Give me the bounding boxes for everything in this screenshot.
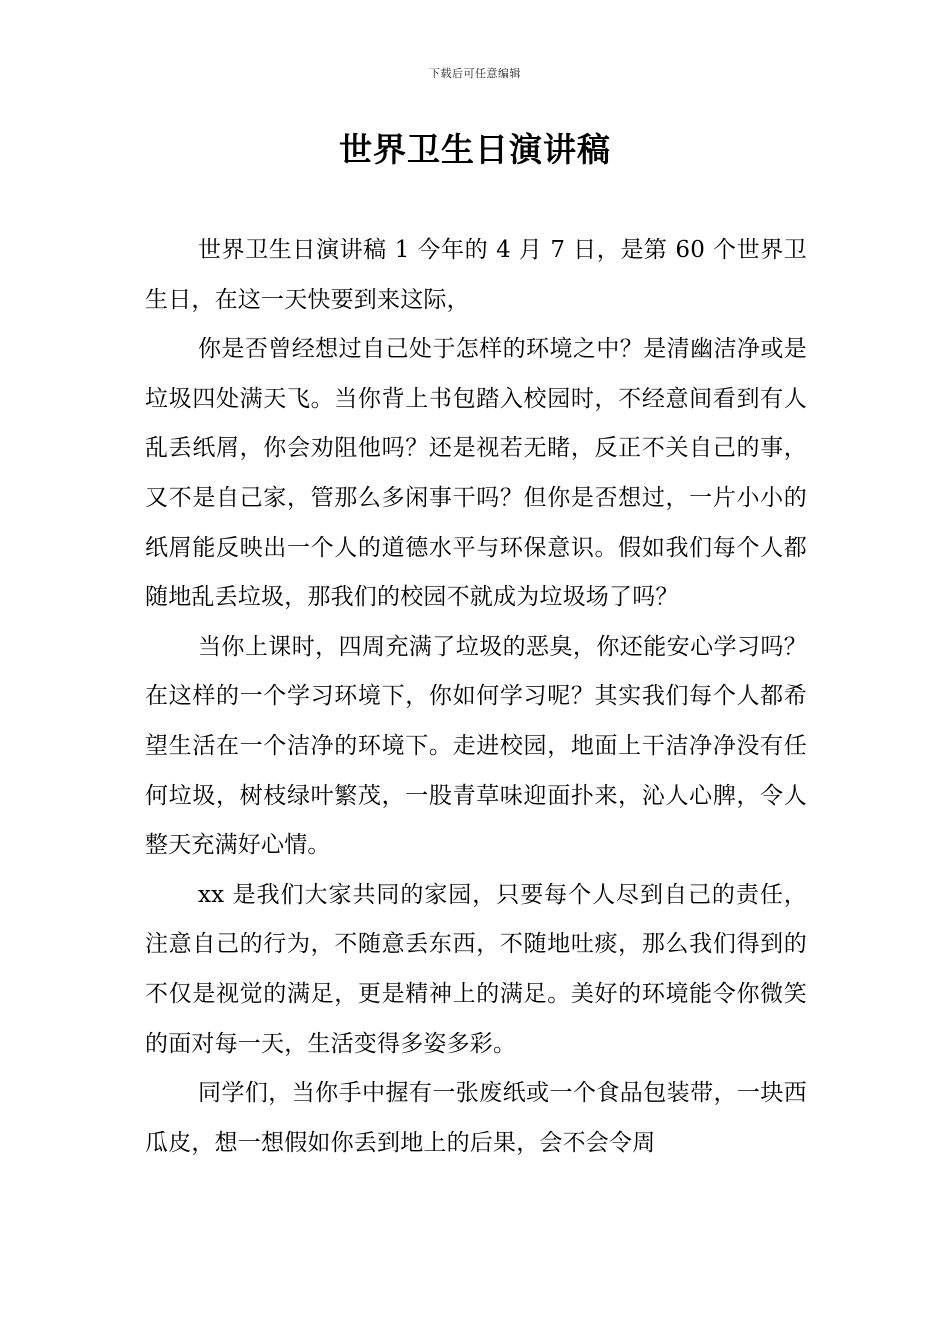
- document-title: 世界卫生日演讲稿: [339, 130, 611, 169]
- paragraph-1: 世界卫生日演讲稿 1 今年的 4 月 7 日，是第 60 个世界卫生日，在这一天快要到来这际，: [145, 237, 807, 313]
- header-note: 下载后可任意编辑: [429, 67, 521, 80]
- paragraph-5: 同学们，当你手中握有一张废纸或一个食品包装带，一块西瓜皮，想一想假如你丢到地上的后果，会不会令周: [145, 1080, 807, 1156]
- document-body: [145, 226, 807, 1168]
- paragraph-3: 当你上课时，四周充满了垃圾的恶臭，你还能安心学习吗？在这样的一个学习环境下，你如何学习呢？其实我们每个人都希望生活在一个洁净的环境下。走进校园，地面上干洁净净没有任何垃圾，树枝绿叶繁茂，一股青草味迎面扑来，沁人心脾，令人整天充满好心情。: [145, 633, 807, 859]
- paragraph-2: 你是否曾经想过自己处于怎样的环境之中？是清幽洁净或是垃圾四处满天飞。当你背上书包踏入校园时，不经意间看到有人乱丢纸屑，你会劝阻他吗？还是视若无睹，反正不关自己的事，又不是自己家，管那么多闲事干吗？但你是否想过，一片小小的纸屑能反映出一个人的道德水平与环保意识。假如我们每个人都随地乱丢垃圾，那我们的校园不就成为垃圾场了吗？: [145, 336, 807, 611]
- paragraph-4: xx 是我们大家共同的家园，只要每个人尽到自己的责任，注意自己的行为，不随意丢东西，不随地吐痰，那么我们得到的不仅是视觉的满足，更是精神上的满足。美好的环境能令你微笑的面对每一天，生活变得多姿多彩。: [145, 881, 807, 1057]
